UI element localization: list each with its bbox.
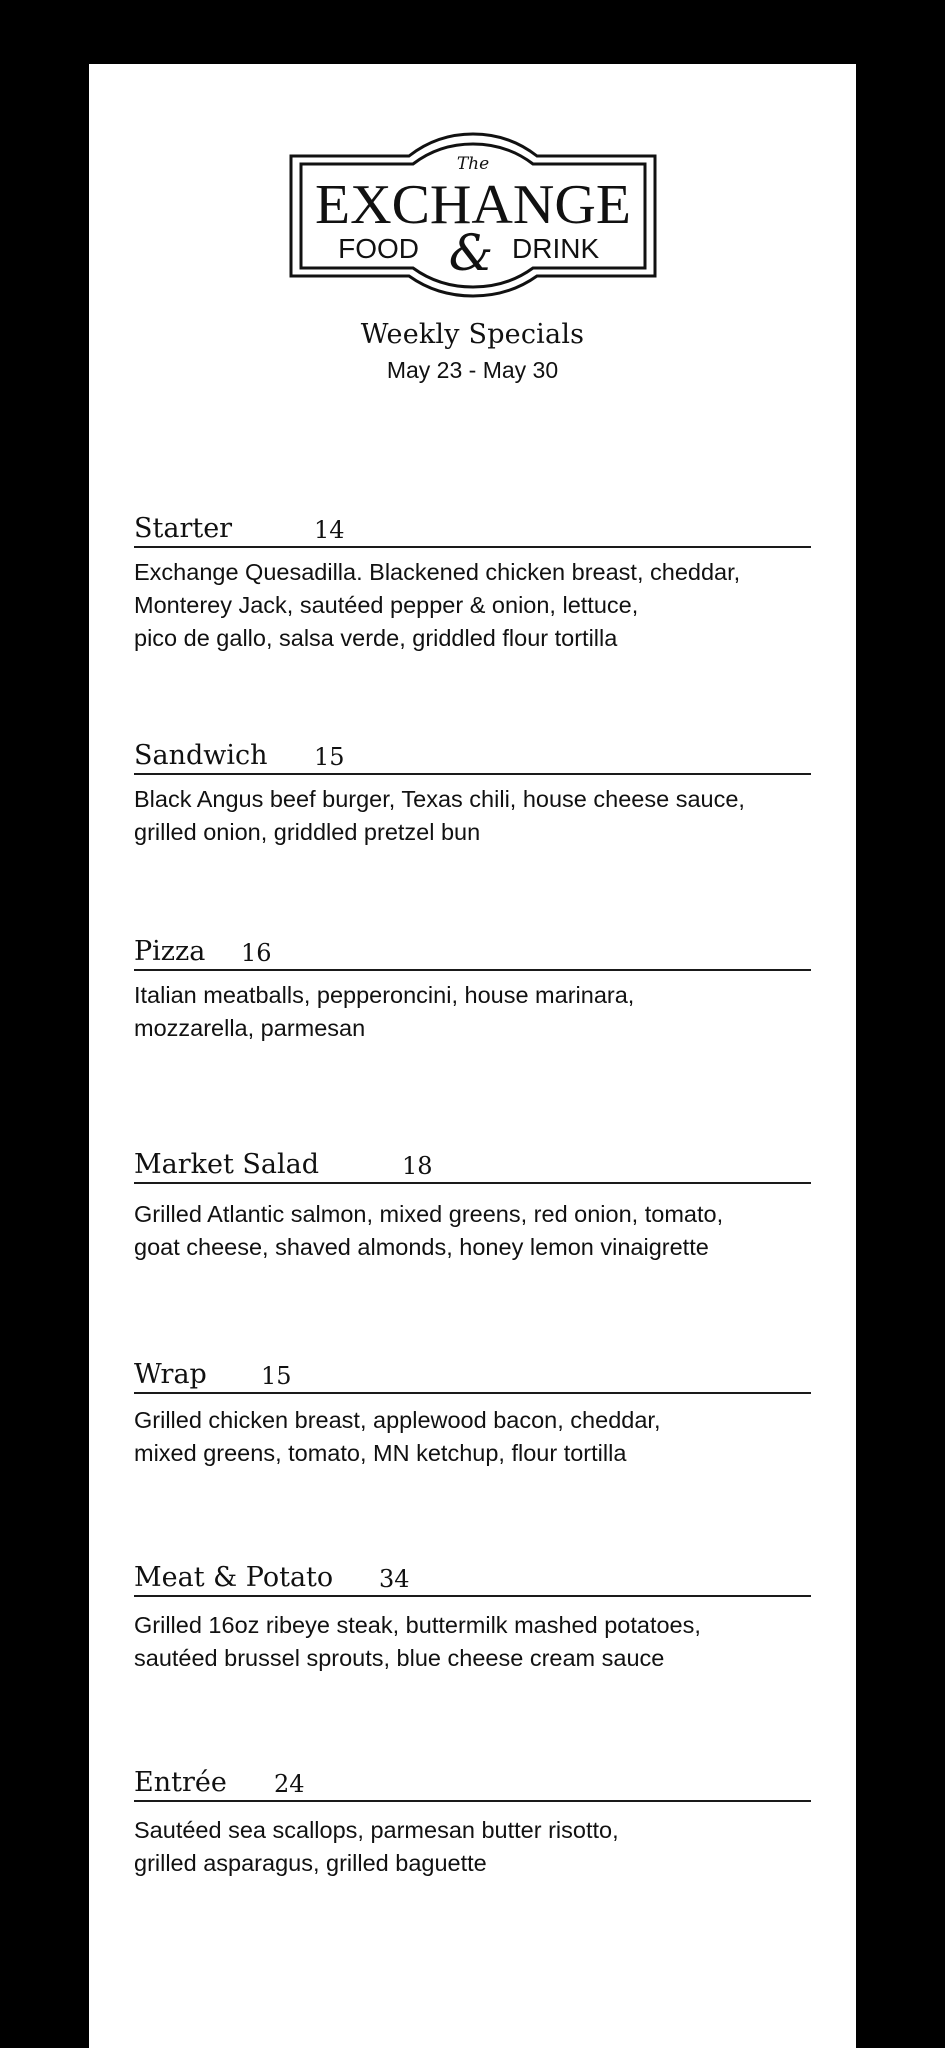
description-line: Grilled Atlantic salmon, mixed greens, red onion, tomato, — [134, 1201, 724, 1227]
section-name: Market Salad — [134, 1149, 320, 1180]
section-price: 16 — [241, 939, 272, 967]
section-price: 18 — [402, 1152, 433, 1180]
section-header — [134, 735, 811, 775]
section-name: Pizza — [134, 936, 206, 967]
description-line: Italian meatballs, pepperoncini, house marinara, — [134, 982, 635, 1008]
section-price: 34 — [379, 1565, 410, 1593]
description-line: Grilled chicken breast, applewood bacon, cheddar, — [134, 1407, 661, 1433]
menu-section-wrap — [134, 1354, 811, 1470]
menu-section-market-salad — [134, 1144, 811, 1264]
section-name: Entrée — [134, 1767, 227, 1798]
description-line: grilled onion, griddled pretzel bun — [134, 819, 481, 845]
menu-page — [89, 64, 856, 2048]
section-name: Starter — [134, 513, 233, 544]
description-line: grilled asparagus, grilled baguette — [134, 1850, 487, 1876]
menu-section-sandwich — [134, 735, 811, 849]
logo-drink: DRINK — [512, 233, 600, 264]
description-line: pico de gallo, salsa verde, griddled flour tortilla — [134, 625, 618, 651]
logo-food: FOOD — [338, 233, 419, 264]
section-description — [134, 556, 811, 655]
section-header — [134, 1144, 811, 1184]
description-line: Black Angus beef burger, Texas chili, house cheese sauce, — [134, 786, 745, 812]
specials-title: Weekly Specials — [360, 319, 585, 350]
exchange-logo — [287, 132, 659, 298]
logo-name: EXCHANGE — [315, 174, 631, 236]
logo-ampersand: & — [448, 224, 494, 282]
menu-section-entree — [134, 1762, 811, 1880]
section-price: 15 — [314, 743, 345, 771]
section-name: Meat & Potato — [134, 1562, 334, 1593]
menu-section-meat-potato — [134, 1557, 811, 1675]
section-name: Sandwich — [134, 740, 268, 771]
description-line: Monterey Jack, sautéed pepper & onion, lettuce, — [134, 592, 639, 618]
section-price: 14 — [314, 516, 345, 544]
description-line: Grilled 16oz ribeye steak, buttermilk mashed potatoes, — [134, 1612, 701, 1638]
description-line: Sautéed sea scallops, parmesan butter risotto, — [134, 1817, 619, 1843]
section-description — [134, 1814, 811, 1880]
description-line: goat cheese, shaved almonds, honey lemon vinaigrette — [134, 1234, 709, 1260]
description-line: mozzarella, parmesan — [134, 1015, 366, 1041]
section-description — [134, 783, 811, 849]
logo-the: The — [456, 154, 490, 174]
description-line: Exchange Quesadilla. Blackened chicken breast, cheddar, — [134, 559, 741, 585]
section-header — [134, 1354, 811, 1394]
section-description — [134, 979, 811, 1045]
section-description — [134, 1198, 811, 1264]
menu-section-starter — [134, 508, 811, 655]
section-header — [134, 1557, 811, 1597]
description-line: sautéed brussel sprouts, blue cheese cream sauce — [134, 1645, 665, 1671]
section-name: Wrap — [134, 1359, 207, 1390]
section-header — [134, 931, 811, 971]
description-line: mixed greens, tomato, MN ketchup, flour tortilla — [134, 1440, 627, 1466]
menu-section-pizza — [134, 931, 811, 1045]
specials-dates: May 23 - May 30 — [386, 357, 559, 383]
section-price: 15 — [261, 1362, 292, 1390]
section-description — [134, 1404, 811, 1470]
section-description — [134, 1609, 811, 1675]
section-price: 24 — [274, 1770, 305, 1798]
section-header — [134, 1762, 811, 1802]
section-header — [134, 508, 811, 548]
